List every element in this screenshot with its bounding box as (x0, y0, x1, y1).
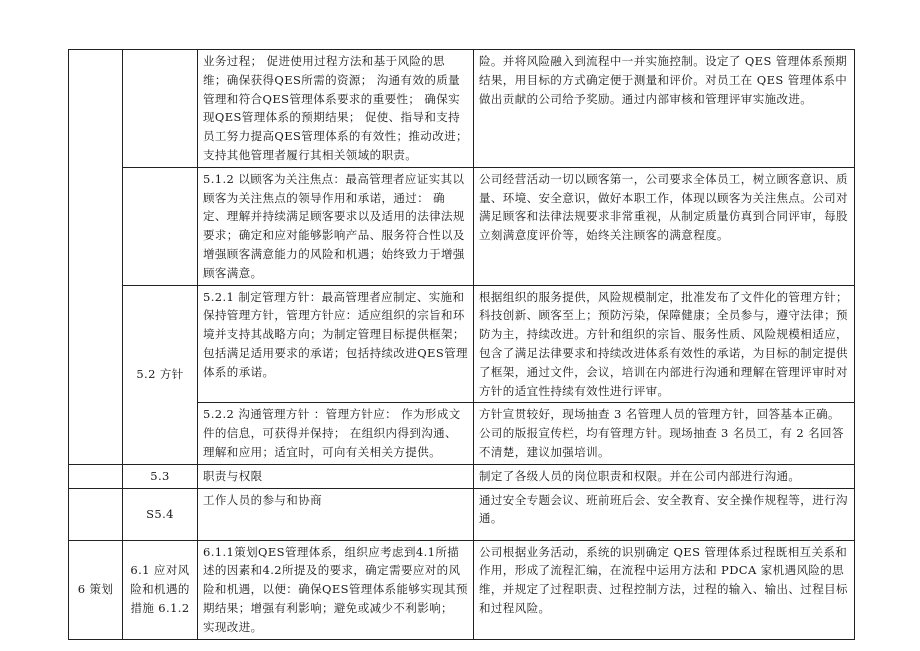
section-cell: S5.4 (123, 488, 198, 540)
section-cell: 5.3 (123, 464, 198, 488)
table-row (69, 540, 855, 639)
table-row (69, 285, 855, 403)
evidence-cell: 公司根据业务活动，系统的识别确定 QES 管理体系过程既相互关系和作用，形成了流程汇编，在流程中运用方法和 PDCA 家机遇风险的思维，并规定了过程职责、过程控制方法，过程的输入、输出、过程目标和过程风险。 (474, 540, 855, 639)
chapter-cell (69, 488, 123, 540)
evidence-cell: 制定了各级人员的岗位职责和权限。并在公司内部进行沟通。 (474, 464, 855, 488)
evidence-cell: 通过安全专题会议、班前班后会、安全教育、安全操作规程等，进行沟通。 (474, 488, 855, 540)
section-cell: 6.1 应对风险和机遇的措施 6.1.2 (123, 540, 198, 639)
chapter-cell (69, 464, 123, 488)
evidence-cell: 方针宣贯较好，现场抽查 3 名管理人员的管理方针，回答基本正确。公司的版报宣传栏，均有管理方针。现场抽查 3 名员工，有 2 名回答不清楚，建议加强培训。 (474, 403, 855, 464)
section-cell (123, 50, 198, 168)
clause-cell: 业务过程； 促进使用过程方法和基于风险的思维；确保获得QES所需的资源； 沟通有效的质量管理和符合QES管理体系要求的重要性； 确保实现QES管理体系的预期结果； 促使、指导和支持员工努力提高QES管理体系的有效性；推动改进； 支持其他管理者履行其相关领域的职责。 (198, 50, 474, 168)
table-row (69, 50, 855, 168)
table-row (69, 464, 855, 488)
chapter-cell: 6 策划 (69, 540, 123, 639)
section-cell (123, 167, 198, 285)
evidence-cell: 险。并将风险融入到流程中一并实施控制。设定了 QES 管理体系预期结果，用目标的方式确定便于测量和评价。对员工在 QES 管理体系中做出贡献的公司给予奖励。通过内部审核和管理评审实施改进。 (474, 50, 855, 168)
clause-cell: 职责与权限 (198, 464, 474, 488)
clause-cell: 5.2.2 沟通管理方针 ：管理方针应： 作为形成文件的信息，可获得并保持； 在组织内得到沟通、理解和应用；适宜时，可向有关相关方提供。 (198, 403, 474, 464)
chapter-cell (69, 50, 123, 465)
table-row (69, 488, 855, 540)
clause-cell: 工作人员的参与和协商 (198, 488, 474, 540)
section-cell: 5.2 方针 (123, 285, 198, 464)
clause-cell: 6.1.1策划QES管理体系，组织应考虑到4.1所描述的因素和4.2所提及的要求，确定需要应对的风险和机遇，以便：确保QES管理体系能够实现其预期结果；增强有利影响；避免或减少不利影响； 实现改进。 (198, 540, 474, 639)
clause-cell: 5.1.2 以顾客为关注焦点：最高管理者应证实其以顾客为关注焦点的领导作用和承诺，通过： 确定、理解并持续满足顾客要求以及适用的法律法规要求；确定和应对能够影响产品、服务符合性以及增强顾客满意能力的风险和机遇；始终致力于增强顾客满意。 (198, 167, 474, 285)
evidence-cell: 公司经营活动一切以顾客第一，公司要求全体员工，树立顾客意识、质量、环境、安全意识，做好本职工作，体现以顾客为关注焦点。公司对满足顾客和法律法规要求非常重视，从制定质量仿真到合同评审，每股立刻满意度评价等，始终关注顾客的满意程度。 (474, 167, 855, 285)
table-row (69, 167, 855, 285)
audit-checklist-table (68, 49, 855, 640)
evidence-cell: 根据组织的服务提供，风险规模制定，批准发布了文件化的管理方针； 科技创新、顾客至上；预防污染，保障健康；全员参与，遵守法律；预防为主，持续改进。方针和组织的宗旨、服务性质、风险规模相适应，包含了满足法律要求和持续改进体系有效性的承诺，为目标的制定提供了框架，通过文件，会议，培训在内部进行沟通和理解在管理评审时对方针的适宜性持续有效性进行评审。 (474, 285, 855, 403)
clause-cell: 5.2.1 制定管理方针：最高管理者应制定、实施和保持管理方针，管理方针应：适应组织的宗旨和环境并支持其战略方向；为制定管理目标提供框架；包括满足适用要求的承诺；包括持续改进QES管理体系的承诺。 (198, 285, 474, 403)
